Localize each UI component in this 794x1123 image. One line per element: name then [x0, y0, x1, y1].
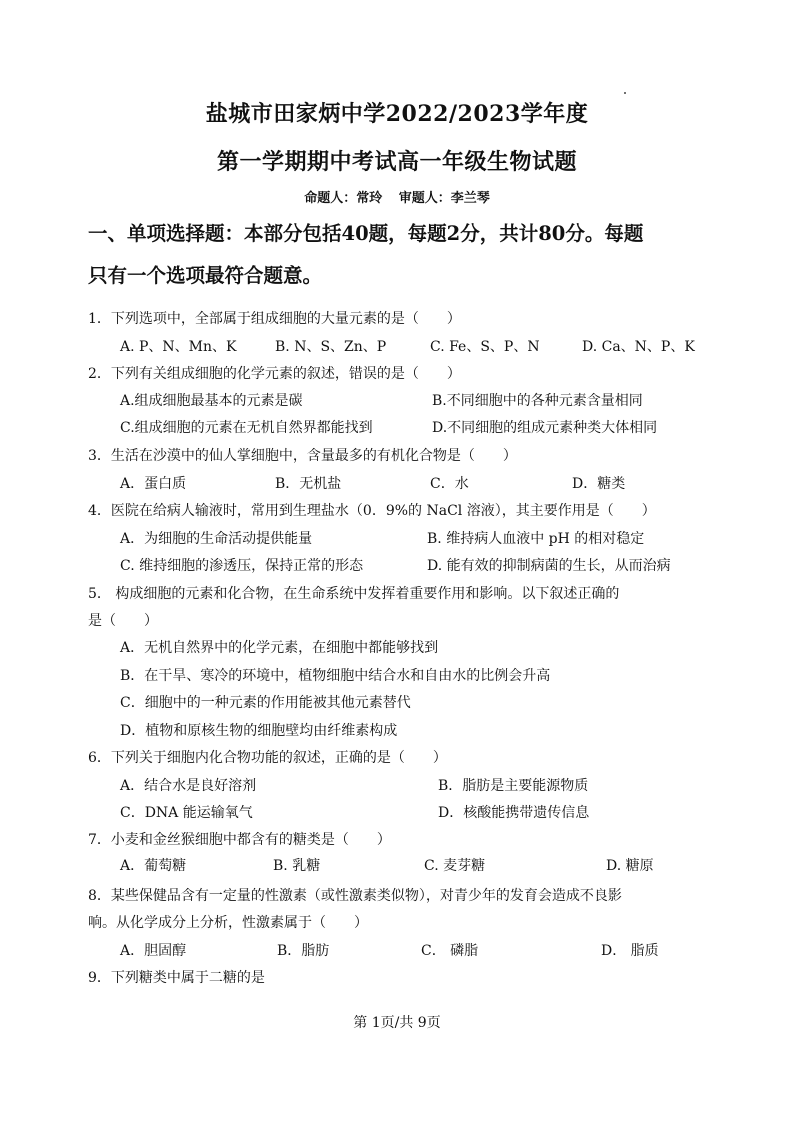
question-5-stem: 5． 构成细胞的元素和化合物，在生命系统中发挥着重要作用和影响。以下叙述正确的: [88, 586, 620, 602]
q7-option-a: A．葡萄糖: [120, 858, 187, 874]
question-8-stem-cont: 响。从化学成分上分析，性激素属于（ ）: [88, 915, 368, 931]
page-number: 第 1页/共 9页: [353, 1015, 441, 1031]
q3-option-d: D．糖类: [572, 476, 626, 492]
q2-option-c: C.组成细胞的元素在无机自然界都能找到: [120, 420, 373, 436]
question-4-stem: 4．医院在给病人输液时，常用到生理盐水（0．9%的 NaCl 溶液），其主要作用是（ ）: [88, 503, 656, 519]
q4-option-b: B. 维持病人血液中 pH 的相对稳定: [427, 531, 645, 547]
q2-option-a: A.组成细胞最基本的元素是碳: [120, 393, 303, 409]
page-title: 盐城市田家炳中学2022/2023学年度: [205, 101, 589, 127]
authors-line: [0, 187, 794, 206]
question-7-stem: 7．小麦和金丝猴细胞中都含有的糖类是（ ）: [88, 832, 391, 848]
q1-option-d: D. Ca、N、P、K: [582, 339, 695, 355]
q1-option-b: B. N、S、Zn、P: [275, 339, 387, 355]
q5-option-d: D．植物和原核生物的细胞壁均由纤维素构成: [120, 723, 398, 739]
question-8-stem: 8．某些保健品含有一定量的性激素（或性激素类似物），对青少年的发育会造成不良影: [88, 888, 622, 904]
q3-option-a: A．蛋白质: [120, 476, 187, 492]
section-heading: 一、单项选择题：本部分包括40题，每题2分，共计80分。每题: [88, 222, 644, 245]
question-5-stem-cont: 是（ ）: [88, 613, 158, 629]
q6-option-a: A．结合水是良好溶剂: [120, 778, 257, 794]
speck-mark: [624, 92, 626, 94]
q8-option-d: D． 脂质: [601, 943, 659, 959]
q4-option-c: C. 维持细胞的渗透压，保持正常的形态: [120, 558, 364, 574]
question-1-stem: 1．下列选项中，全部属于组成细胞的大量元素的是（ ）: [88, 311, 461, 327]
reviewer-label: 审题人：李兰琴: [398, 191, 490, 206]
q3-option-c: C．水: [430, 476, 469, 492]
q8-option-b: B．脂肪: [277, 943, 330, 959]
q1-option-a: A. P、N、Mn、K: [120, 339, 237, 355]
q5-option-c: C．细胞中的一种元素的作用能被其他元素替代: [120, 695, 411, 711]
setter-label: 命题人：常玲: [304, 191, 383, 206]
question-3-stem: 3．生活在沙漠中的仙人掌细胞中，含量最多的有机化合物是（ ）: [88, 448, 517, 464]
q2-option-b: B.不同细胞中的各种元素含量相同: [432, 393, 643, 409]
q2-option-d: D.不同细胞的组成元素种类大体相同: [432, 420, 658, 436]
question-9-stem: 9．下列糖类中属于二糖的是: [88, 970, 265, 986]
q3-option-b: B．无机盐: [275, 476, 342, 492]
section-heading-cont: 只有一个选项最符合题意。: [88, 264, 323, 287]
q6-option-c: C．DNA 能运输氧气: [120, 805, 253, 821]
question-6-stem: 6．下列关于细胞内化合物功能的叙述，正确的是（ ）: [88, 750, 447, 766]
q7-option-d: D. 糖原: [606, 858, 654, 874]
q8-option-a: A．胆固醇: [120, 943, 187, 959]
q1-option-c: C. Fe、S、P、N: [430, 339, 540, 355]
q7-option-b: B. 乳糖: [273, 858, 321, 874]
q7-option-c: C. 麦芽糖: [424, 858, 486, 874]
q4-option-a: A．为细胞的生命活动提供能量: [120, 531, 313, 547]
q4-option-d: D. 能有效的抑制病菌的生长，从而治病: [427, 558, 671, 574]
q6-option-d: D．核酸能携带遗传信息: [438, 805, 590, 821]
q5-option-b: B．在干旱、寒冷的环境中，植物细胞中结合水和自由水的比例会升高: [120, 668, 551, 684]
page-subtitle: 第一学期期中考试高一年级生物试题: [216, 149, 577, 175]
q8-option-c: C． 磷脂: [421, 943, 479, 959]
question-2-stem: 2．下列有关组成细胞的化学元素的叙述，错误的是（ ）: [88, 366, 461, 382]
q5-option-a: A．无机自然界中的化学元素，在细胞中都能够找到: [120, 640, 439, 656]
q6-option-b: B．脂肪是主要能源物质: [438, 778, 589, 794]
